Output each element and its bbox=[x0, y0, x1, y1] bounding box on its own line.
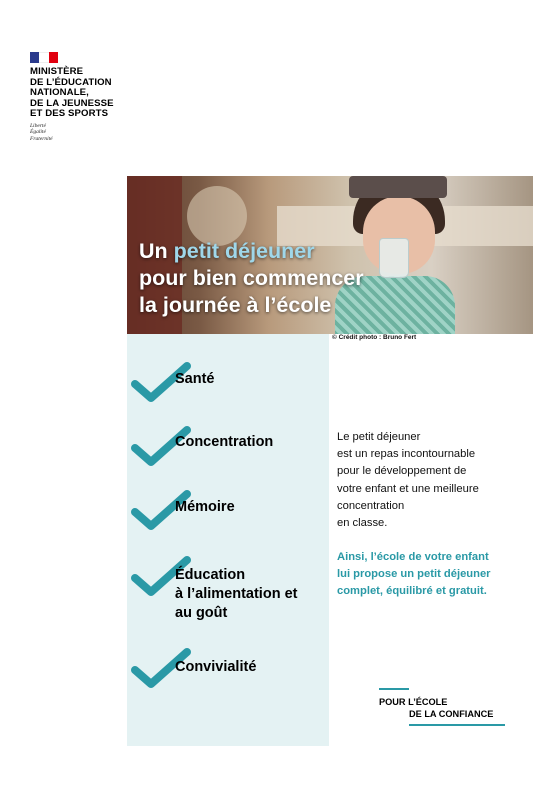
accent-line bbox=[409, 724, 505, 726]
benefit-label: Convivialité bbox=[175, 659, 257, 675]
benefit-label: Concentration bbox=[175, 434, 274, 450]
ministry-logo bbox=[30, 52, 160, 142]
benefit-label: Santé bbox=[175, 371, 215, 387]
hero-photo bbox=[127, 176, 533, 334]
benefit-label: Éducation à l’alimentation et au goût bbox=[175, 567, 298, 621]
slogan-line1: POUR L’ÉCOLE bbox=[379, 697, 448, 707]
benefit-label: Mémoire bbox=[175, 499, 235, 515]
slogan-line2: DE LA CONFIANCE bbox=[409, 709, 494, 719]
republic-motto: Liberté Égalité Fraternité bbox=[30, 122, 53, 142]
lead-paragraph: Ainsi, l’école de votre enfant lui propose un petit déjeuner complet, équilibré et gratuit. bbox=[337, 551, 491, 598]
body-paragraph: Le petit déjeuner est un repas incontournable pour le développement de votre enfant et une meilleure concentration en classe. bbox=[337, 431, 479, 530]
slogan-footer bbox=[379, 688, 509, 726]
title-highlight: petit déjeuner bbox=[173, 239, 315, 263]
ministry-name: MINISTÈRE DE L’ÉDUCATION NATIONALE, DE LA JEUNESSE ET DES SPORTS bbox=[30, 66, 114, 120]
photo-credit: © Crédit photo : Bruno Fert bbox=[332, 334, 417, 341]
benefits-panel bbox=[127, 334, 329, 746]
glass-icon bbox=[379, 238, 409, 278]
hero-title: Un petit déjeuner pour bien commencer la journée à l’école bbox=[139, 239, 364, 317]
french-flag-icon bbox=[30, 52, 58, 63]
accent-line bbox=[379, 688, 409, 690]
